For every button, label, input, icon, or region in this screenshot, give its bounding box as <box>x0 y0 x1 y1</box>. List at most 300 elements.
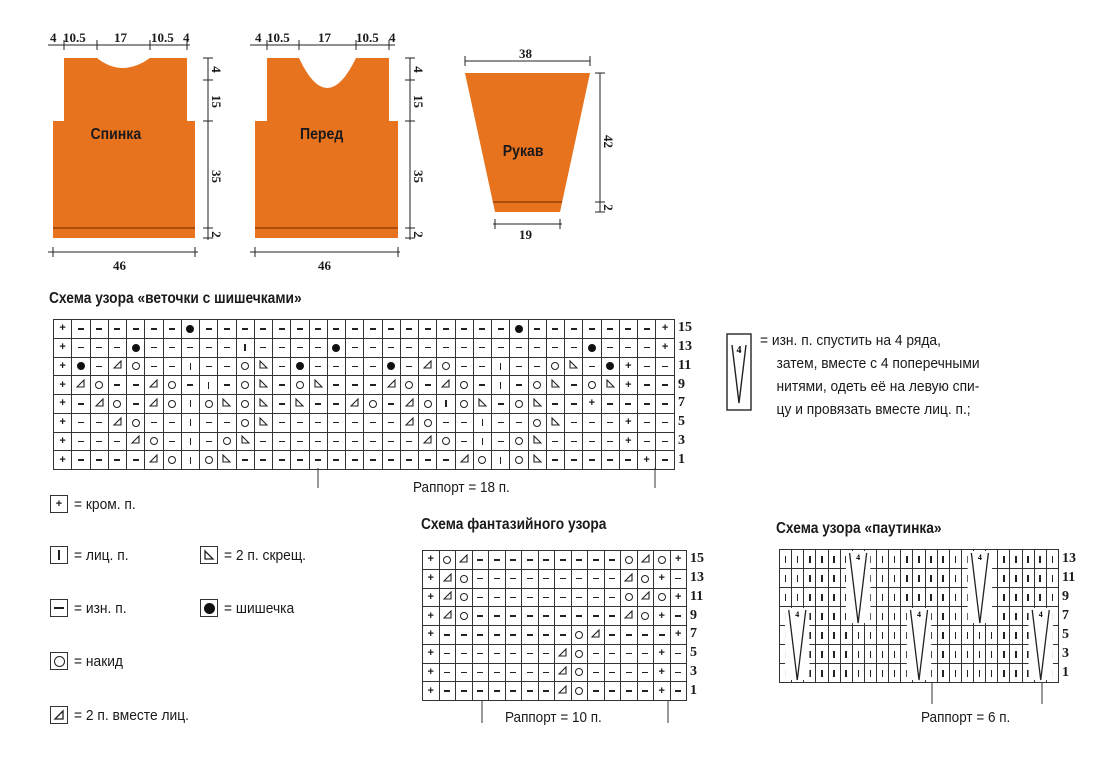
chart-cell <box>654 569 671 588</box>
chart-cell <box>54 395 72 414</box>
back-dim-top-2: 10.5 <box>63 30 86 45</box>
purl-icon <box>593 653 599 655</box>
row-number: 15 <box>690 551 704 567</box>
chart-cell <box>291 413 309 432</box>
edge-stitch-icon: + <box>427 665 434 678</box>
purl-icon <box>477 634 483 636</box>
purl-icon <box>461 653 467 655</box>
yarn-over-icon <box>658 556 666 564</box>
chart-cell <box>571 607 588 626</box>
yarn-over-icon <box>113 400 121 408</box>
chart-cell <box>455 357 473 376</box>
purl-icon <box>297 328 303 330</box>
front-dim-side-2: 15 <box>411 95 426 108</box>
chart-cell <box>510 357 528 376</box>
chart-cell <box>291 395 309 414</box>
chart-cell <box>419 357 437 376</box>
purl-icon <box>675 578 681 580</box>
plus-icon: + <box>50 495 68 513</box>
row-number: 11 <box>678 357 692 373</box>
k2tog-icon <box>441 379 450 388</box>
chart-cell <box>588 588 605 607</box>
chart-cell <box>505 569 522 588</box>
chart-cell <box>604 663 621 682</box>
chart-cell <box>456 626 473 645</box>
chart-cell <box>571 644 588 663</box>
k2tog-icon <box>149 379 158 388</box>
purl-icon <box>644 366 650 368</box>
purl-icon <box>576 597 582 599</box>
purl-icon <box>279 366 285 368</box>
purl-icon <box>78 328 84 330</box>
chart-cell <box>456 644 473 663</box>
edge-stitch-icon: + <box>675 628 682 641</box>
chart-cell <box>364 395 382 414</box>
chart-cell <box>200 432 218 451</box>
purl-icon <box>576 615 582 617</box>
chart-cell <box>565 395 583 414</box>
edge-stitch-icon: + <box>658 609 665 622</box>
purl-icon <box>593 690 599 692</box>
purl-icon <box>461 328 467 330</box>
chart-cell <box>309 395 327 414</box>
bobble-icon <box>186 325 194 333</box>
chart-cell <box>472 644 489 663</box>
edge-stitch-icon: + <box>658 647 665 660</box>
edge-stitch-icon: + <box>59 416 66 429</box>
purl-icon <box>571 422 577 424</box>
cross-stitch-icon <box>200 546 218 564</box>
k2tog-icon <box>423 435 432 444</box>
chart-cell <box>489 644 506 663</box>
chart-cell <box>538 569 555 588</box>
chart-cell <box>456 569 473 588</box>
purl-icon <box>96 347 102 349</box>
chart-cell <box>382 432 400 451</box>
yarn-over-icon <box>50 652 68 670</box>
chart-cell <box>218 413 236 432</box>
chart-cell <box>571 663 588 682</box>
chart-cell <box>273 376 291 395</box>
chart-cell <box>108 320 126 339</box>
chart-cell <box>555 588 572 607</box>
chart-cell <box>419 338 437 357</box>
svg-text:4: 4 <box>917 610 921 619</box>
purl-icon <box>498 403 504 405</box>
chart-cell <box>489 663 506 682</box>
chart-cell <box>108 338 126 357</box>
k2tog-icon <box>387 379 396 388</box>
chart-cell <box>670 551 687 570</box>
yarn-over-icon <box>460 400 468 408</box>
front-dim-top-2: 10.5 <box>267 30 290 45</box>
chart-cell <box>522 626 539 645</box>
purl-icon <box>388 403 394 405</box>
purl-icon <box>352 422 358 424</box>
purl-icon <box>571 347 577 349</box>
purl-icon <box>187 384 193 386</box>
yarn-over-icon <box>460 593 468 601</box>
chart-cell <box>637 663 654 682</box>
chart-cell <box>492 357 510 376</box>
purl-icon <box>477 615 483 617</box>
chart-cell <box>670 663 687 682</box>
bobble-icon <box>588 344 596 352</box>
purl-icon <box>516 366 522 368</box>
chart-cell <box>455 376 473 395</box>
purl-icon <box>169 441 175 443</box>
row-number: 15 <box>678 320 692 336</box>
purl-icon <box>206 422 212 424</box>
chart-cell <box>619 395 637 414</box>
back-dim-side-3: 35 <box>209 170 224 183</box>
knit-icon <box>500 363 502 370</box>
edge-stitch-icon: + <box>427 553 434 566</box>
chart-row <box>54 338 675 357</box>
purl-icon <box>560 634 566 636</box>
chart-cell <box>54 320 72 339</box>
row-number: 3 <box>678 432 685 448</box>
purl-icon <box>477 653 483 655</box>
chart-cell <box>538 644 555 663</box>
chart-cell <box>327 395 345 414</box>
purl-icon <box>388 328 394 330</box>
purl-icon <box>224 422 230 424</box>
purl-icon <box>133 328 139 330</box>
chart-cell <box>346 413 364 432</box>
purl-icon <box>607 328 613 330</box>
purl-icon <box>675 653 681 655</box>
note-line-2: затем, вместе с 4 поперечными <box>776 355 980 372</box>
purl-icon <box>370 422 376 424</box>
chart-cell <box>528 357 546 376</box>
purl-icon <box>114 384 120 386</box>
back-dim-top-5: 4 <box>183 30 190 45</box>
chart1-title: Схема узора «веточки с шишечками» <box>49 290 302 307</box>
chart-cell <box>236 357 254 376</box>
purl-icon <box>477 672 483 674</box>
chart-cell <box>601 432 619 451</box>
row-number: 9 <box>678 376 685 392</box>
chart-cell <box>90 395 108 414</box>
chart-cell <box>656 395 675 414</box>
chart-row <box>54 432 675 451</box>
purl-icon <box>461 441 467 443</box>
row-number: 5 <box>690 645 697 661</box>
purl-icon <box>406 328 412 330</box>
chart-cell <box>273 395 291 414</box>
cross-stitch-icon <box>259 398 268 407</box>
chart-cell <box>423 626 440 645</box>
chart-cell <box>145 432 163 451</box>
front-dim-bottom: 46 <box>318 258 331 273</box>
purl-icon <box>352 384 358 386</box>
chart-cell <box>236 320 254 339</box>
back-dim-bottom: 46 <box>113 258 126 273</box>
chart-cell <box>472 607 489 626</box>
edge-stitch-icon: + <box>59 434 66 447</box>
chart-cell <box>621 626 638 645</box>
chart-cell <box>291 338 309 357</box>
chart-cell <box>510 413 528 432</box>
chart-cell <box>510 376 528 395</box>
yarn-over-icon <box>533 419 541 427</box>
chart-cell <box>346 395 364 414</box>
yarn-over-icon <box>625 593 633 601</box>
front-dim-top-4: 10.5 <box>356 30 379 45</box>
drop-stitch-icon <box>726 333 754 413</box>
chart-cell <box>670 644 687 663</box>
chart-cell <box>346 432 364 451</box>
purl-icon <box>607 441 613 443</box>
chart-cell <box>163 338 181 357</box>
bobble-icon <box>296 362 304 370</box>
chart-cell <box>621 588 638 607</box>
k2tog-icon <box>624 610 633 619</box>
chart-cell <box>400 432 418 451</box>
purl-icon <box>444 672 450 674</box>
chart-cell <box>621 663 638 682</box>
chart-cell <box>439 644 456 663</box>
chart-cell <box>505 626 522 645</box>
purl-icon <box>642 690 648 692</box>
chart-cell <box>439 551 456 570</box>
chart-cell <box>619 320 637 339</box>
chart-cell <box>583 320 601 339</box>
yarn-over-icon <box>132 362 140 370</box>
purl-icon <box>114 441 120 443</box>
chart-cell <box>382 395 400 414</box>
purl-icon <box>224 384 230 386</box>
edge-stitch-icon: + <box>59 359 66 372</box>
chart-cell <box>522 569 539 588</box>
yarn-over-icon <box>95 381 103 389</box>
chart-cell <box>638 357 656 376</box>
purl-icon <box>571 328 577 330</box>
chart-cell <box>254 395 272 414</box>
chart-cell <box>423 569 440 588</box>
chart-cell <box>163 395 181 414</box>
chart-cell <box>200 338 218 357</box>
yarn-over-icon <box>241 381 249 389</box>
chart-cell <box>505 663 522 682</box>
chart-cell <box>571 569 588 588</box>
purl-icon <box>510 653 516 655</box>
cross-stitch-icon <box>259 417 268 426</box>
bobble-icon <box>77 362 85 370</box>
purl-icon <box>576 559 582 561</box>
chart-row <box>54 376 675 395</box>
purl-icon <box>510 597 516 599</box>
edge-stitch-icon: + <box>59 378 66 391</box>
purl-icon <box>527 690 533 692</box>
chart-cell <box>72 357 90 376</box>
edge-stitch-icon: + <box>59 453 66 466</box>
purl-icon <box>444 690 450 692</box>
chart-cell <box>456 663 473 682</box>
dropped-stitch-mark <box>846 551 870 623</box>
edge-stitch-icon: + <box>59 322 66 335</box>
svg-text:4: 4 <box>977 553 982 562</box>
chart-cell <box>200 320 218 339</box>
purl-icon <box>560 615 566 617</box>
chart-cell <box>654 663 671 682</box>
purl-icon <box>527 672 533 674</box>
chart-cell <box>601 395 619 414</box>
edge-stitch-icon: + <box>588 397 596 410</box>
chart-cell <box>382 357 400 376</box>
k2tog-icon <box>149 398 158 407</box>
chart-cell <box>273 338 291 357</box>
purl-icon <box>543 634 549 636</box>
bobble-icon <box>132 344 140 352</box>
purl-icon <box>297 347 303 349</box>
chart-cell <box>163 413 181 432</box>
chart-row <box>54 357 675 376</box>
chart-cell <box>327 432 345 451</box>
yarn-over-icon <box>205 400 213 408</box>
purl-icon <box>609 597 615 599</box>
chart-cell <box>492 338 510 357</box>
yarn-over-icon <box>575 631 583 639</box>
purl-icon <box>279 422 285 424</box>
minus-icon <box>50 599 68 617</box>
chart-cell <box>437 320 455 339</box>
purl-icon <box>370 441 376 443</box>
chart-cell <box>364 432 382 451</box>
chart-cell <box>382 413 400 432</box>
purl-icon <box>593 615 599 617</box>
yarn-over-icon <box>588 381 596 389</box>
purl-icon <box>626 634 632 636</box>
knit-icon <box>190 419 192 426</box>
purl-icon <box>593 597 599 599</box>
purl-icon <box>644 328 650 330</box>
purl-icon <box>406 366 412 368</box>
purl-icon <box>315 366 321 368</box>
chart-cell <box>400 395 418 414</box>
purl-icon <box>662 403 668 405</box>
edge-stitch-icon: + <box>427 684 434 697</box>
cross-stitch-icon <box>259 360 268 369</box>
chart-cell <box>145 395 163 414</box>
legend-purl-stitch: = изн. п. <box>50 599 131 617</box>
row-number: 9 <box>690 607 697 623</box>
purl-icon <box>461 690 467 692</box>
edge-stitch-icon: + <box>658 684 665 697</box>
chart-cell <box>638 320 656 339</box>
back-dim-top-1: 4 <box>50 30 57 45</box>
knit-icon <box>482 419 484 426</box>
chart-cell <box>90 432 108 451</box>
sleeve-label: Рукав <box>502 143 544 160</box>
purl-icon <box>516 384 522 386</box>
chart-cell <box>400 338 418 357</box>
purl-icon <box>552 403 558 405</box>
purl-icon <box>333 422 339 424</box>
yarn-over-icon <box>575 668 583 676</box>
chart-cell <box>588 626 605 645</box>
purl-icon <box>626 690 632 692</box>
chart-cell <box>400 413 418 432</box>
purl-icon <box>352 366 358 368</box>
cross-stitch-icon <box>241 435 250 444</box>
yarn-over-icon <box>575 687 583 695</box>
chart-cell <box>472 551 489 570</box>
chart-cell <box>538 551 555 570</box>
chart-cell <box>637 551 654 570</box>
front-dim-top-3: 17 <box>318 30 331 45</box>
chart-cell <box>72 376 90 395</box>
edge-stitch-icon: + <box>59 341 66 354</box>
chart-cell <box>200 376 218 395</box>
row-number: 7 <box>678 395 685 411</box>
chart-cell <box>489 588 506 607</box>
purl-icon <box>510 690 516 692</box>
purl-icon <box>169 328 175 330</box>
purl-icon <box>498 441 504 443</box>
yarn-over-icon <box>625 556 633 564</box>
k2tog-icon <box>591 629 600 638</box>
chart-cell <box>604 644 621 663</box>
purl-icon <box>425 347 431 349</box>
chart-cell <box>437 395 455 414</box>
chart-cell <box>419 376 437 395</box>
cross-stitch-icon <box>222 398 231 407</box>
chart-cell <box>291 432 309 451</box>
front-piece <box>255 58 398 238</box>
legend-edge-stitch: + = кром. п. <box>50 495 141 513</box>
chart-cell <box>637 569 654 588</box>
purl-icon <box>510 578 516 580</box>
purl-icon <box>297 422 303 424</box>
chart-cell <box>546 357 564 376</box>
chart2-title: Схема фантазийного узора <box>421 516 607 533</box>
purl-icon <box>406 347 412 349</box>
chart-cell <box>309 413 327 432</box>
chart-cell <box>273 413 291 432</box>
chart-cell <box>327 413 345 432</box>
chart-cell <box>236 432 254 451</box>
cross-stitch-icon <box>533 398 542 407</box>
yarn-over-icon <box>241 419 249 427</box>
edge-stitch-icon: + <box>625 434 632 447</box>
chart-cell <box>90 357 108 376</box>
purl-icon <box>494 615 500 617</box>
chart-cell <box>670 569 687 588</box>
purl-icon <box>479 366 485 368</box>
chart-cell <box>638 338 656 357</box>
purl-icon <box>543 615 549 617</box>
chart-cell <box>555 644 572 663</box>
k2tog-icon <box>558 685 567 694</box>
chart-cell <box>528 395 546 414</box>
chart-cell <box>621 607 638 626</box>
k2tog-icon <box>624 573 633 582</box>
chart-cell <box>127 320 145 339</box>
purl-icon <box>571 384 577 386</box>
chart-cell <box>364 413 382 432</box>
yarn-over-icon <box>405 381 413 389</box>
purl-icon <box>675 690 681 692</box>
purl-icon <box>543 597 549 599</box>
chart-cell <box>108 395 126 414</box>
chart-cell <box>218 395 236 414</box>
purl-icon <box>425 328 431 330</box>
chart-cell <box>108 376 126 395</box>
chart-cell <box>423 607 440 626</box>
chart-row <box>423 663 687 682</box>
